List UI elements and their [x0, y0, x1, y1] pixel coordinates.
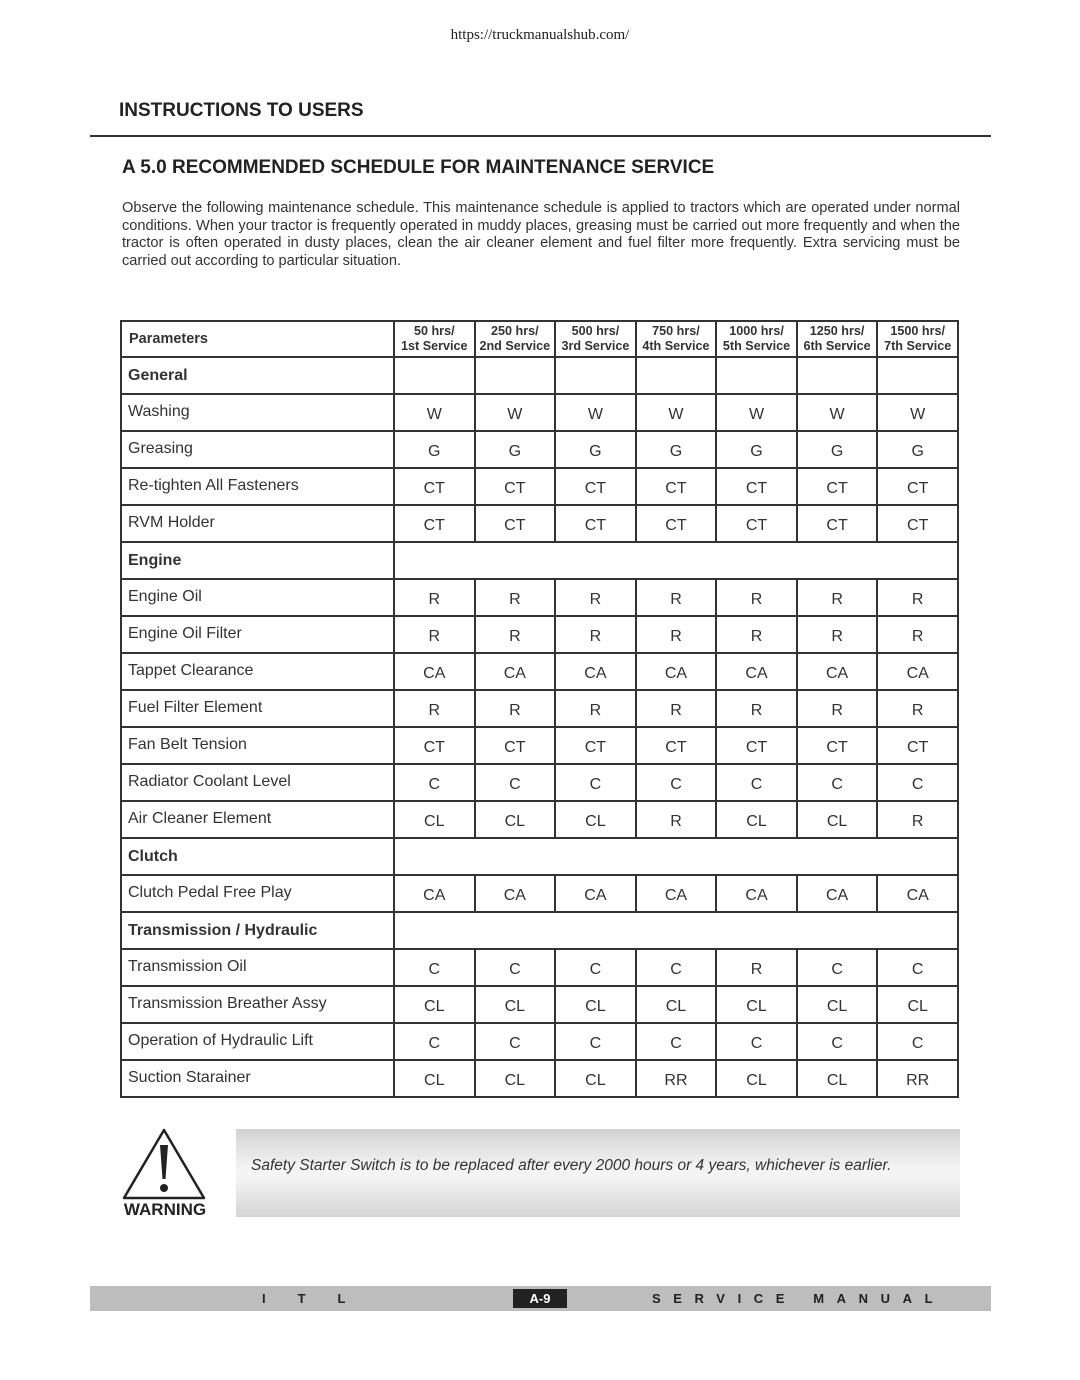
service-action-cell: C [797, 764, 878, 801]
service-action-cell: R [475, 690, 556, 727]
parameter-name: Re-tighten All Fasteners [121, 468, 394, 505]
service-action-cell: CT [877, 468, 958, 505]
warning-label: WARNING [123, 1200, 207, 1219]
table-row [121, 875, 958, 912]
group-name: Clutch [121, 838, 394, 875]
service-action-cell: CT [475, 468, 556, 505]
service-action-cell: CT [475, 505, 556, 542]
service-action-cell: CA [555, 653, 636, 690]
source-url: https://truckmanualshub.com/ [450, 27, 630, 43]
service-action-cell: CL [475, 801, 556, 838]
service-action-cell: CT [394, 468, 475, 505]
interval-hours: 1000 hrs/ [729, 324, 784, 338]
service-action-cell: R [636, 690, 717, 727]
table-row [121, 394, 958, 431]
service-action-cell: CA [716, 653, 797, 690]
service-action-cell: R [475, 616, 556, 653]
interval-service: 2nd Service [479, 339, 551, 353]
group-name: Transmission / Hydraulic [121, 912, 394, 949]
empty-cell [394, 357, 475, 394]
service-action-cell: CT [475, 727, 556, 764]
table-row [121, 1060, 958, 1097]
page-number: A-9 [513, 1289, 567, 1308]
service-action-cell: CA [797, 653, 878, 690]
footer-brand: ITL [262, 1291, 378, 1306]
service-action-cell: R [394, 690, 475, 727]
service-action-cell: CA [797, 875, 878, 912]
service-action-cell: CT [636, 505, 717, 542]
service-action-cell: G [797, 431, 878, 468]
service-action-cell: C [394, 1023, 475, 1060]
service-action-cell: C [475, 764, 556, 801]
service-action-cell: R [716, 579, 797, 616]
service-action-cell: CT [555, 505, 636, 542]
service-action-cell: W [555, 394, 636, 431]
service-action-cell: CT [636, 468, 717, 505]
service-action-cell: C [716, 1023, 797, 1060]
service-action-cell: CL [394, 1060, 475, 1097]
service-action-cell: CA [877, 875, 958, 912]
service-action-cell: CA [636, 653, 717, 690]
service-action-cell: W [797, 394, 878, 431]
service-action-cell: R [716, 690, 797, 727]
table-row [121, 505, 958, 542]
service-action-cell: W [716, 394, 797, 431]
parameter-name: Engine Oil Filter [121, 616, 394, 653]
service-action-cell: G [636, 431, 717, 468]
service-action-cell: R [716, 616, 797, 653]
service-interval-header [555, 321, 636, 357]
service-action-cell: CT [394, 505, 475, 542]
table-row [121, 986, 958, 1023]
service-action-cell: C [475, 1023, 556, 1060]
parameter-name: Clutch Pedal Free Play [121, 875, 394, 912]
empty-cell [877, 357, 958, 394]
service-interval-header [394, 321, 475, 357]
table-header-row [121, 321, 958, 357]
service-action-cell: C [877, 1023, 958, 1060]
service-action-cell: CA [636, 875, 717, 912]
service-action-cell: CT [716, 727, 797, 764]
service-action-cell: CL [716, 986, 797, 1023]
service-interval-header [475, 321, 556, 357]
service-action-cell: CL [394, 801, 475, 838]
service-action-cell: CT [716, 468, 797, 505]
parameter-name: Tappet Clearance [121, 653, 394, 690]
service-action-cell: C [394, 949, 475, 986]
interval-service: 5th Service [722, 339, 791, 353]
parameter-name: RVM Holder [121, 505, 394, 542]
group-name: General [121, 357, 394, 394]
intro-paragraph: Observe the following maintenance schedule. This maintenance schedule is applied to tractors which are operated under normal conditions. When your tractor is frequently operated in muddy places, greasing must be carried out more frequently and when the tractor is often operated in dusty places, clean the air cleaner element and fuel filter more frequently. Extra servicing must be carried out according to particular situation. [122, 200, 960, 269]
parameter-name: Transmission Oil [121, 949, 394, 986]
service-action-cell: C [877, 949, 958, 986]
service-action-cell: CA [394, 875, 475, 912]
service-action-cell: G [877, 431, 958, 468]
service-action-cell: R [555, 690, 636, 727]
parameter-name: Engine Oil [121, 579, 394, 616]
parameter-name: Operation of Hydraulic Lift [121, 1023, 394, 1060]
group-span-cell [394, 912, 958, 949]
table-body [121, 357, 958, 1097]
service-action-cell: C [716, 764, 797, 801]
service-action-cell: CT [797, 727, 878, 764]
service-action-cell: CL [555, 801, 636, 838]
service-action-cell: CT [797, 505, 878, 542]
service-action-cell: C [636, 764, 717, 801]
group-row [121, 912, 958, 949]
service-action-cell: G [475, 431, 556, 468]
service-action-cell: CA [877, 653, 958, 690]
warning-box [236, 1129, 960, 1217]
service-action-cell: CA [475, 875, 556, 912]
service-action-cell: R [716, 949, 797, 986]
service-action-cell: CT [555, 727, 636, 764]
table-row [121, 727, 958, 764]
parameter-name: Suction Starainer [121, 1060, 394, 1097]
service-action-cell: CA [475, 653, 556, 690]
service-action-cell: R [797, 690, 878, 727]
parameter-name: Air Cleaner Element [121, 801, 394, 838]
section-heading: INSTRUCTIONS TO USERS [119, 100, 364, 121]
service-action-cell: CL [797, 801, 878, 838]
service-action-cell: C [877, 764, 958, 801]
service-action-cell: CT [716, 505, 797, 542]
interval-service: 7th Service [884, 339, 952, 353]
interval-service: 6th Service [803, 339, 871, 353]
service-action-cell: CL [716, 801, 797, 838]
interval-hours: 1250 hrs/ [809, 324, 865, 338]
service-interval-header [877, 321, 958, 357]
table-row [121, 1023, 958, 1060]
warning-text: Safety Starter Switch is to be replaced after every 2000 hours or 4 years, whichever is earlier. [251, 1157, 892, 1174]
service-action-cell: W [877, 394, 958, 431]
service-action-cell: R [636, 579, 717, 616]
service-action-cell: CA [394, 653, 475, 690]
service-action-cell: RR [877, 1060, 958, 1097]
service-action-cell: R [797, 616, 878, 653]
service-action-cell: CT [797, 468, 878, 505]
service-action-cell: C [797, 949, 878, 986]
footer-manual-name: SERVICE MANUAL [652, 1291, 946, 1306]
group-row [121, 542, 958, 579]
empty-cell [475, 357, 556, 394]
service-action-cell: CT [555, 468, 636, 505]
service-action-cell: CL [797, 1060, 878, 1097]
service-action-cell: CL [475, 1060, 556, 1097]
service-action-cell: C [797, 1023, 878, 1060]
interval-hours: 250 hrs/ [491, 324, 539, 338]
service-action-cell: R [797, 579, 878, 616]
service-action-cell: W [636, 394, 717, 431]
service-action-cell: G [555, 431, 636, 468]
service-action-cell: R [555, 616, 636, 653]
parameter-name: Fan Belt Tension [121, 727, 394, 764]
group-row [121, 357, 958, 394]
service-action-cell: CL [877, 986, 958, 1023]
service-action-cell: CT [394, 727, 475, 764]
service-action-cell: W [394, 394, 475, 431]
service-action-cell: C [636, 1023, 717, 1060]
service-action-cell: CA [716, 875, 797, 912]
table-row [121, 690, 958, 727]
parameter-name: Transmission Breather Assy [121, 986, 394, 1023]
service-action-cell: W [475, 394, 556, 431]
service-action-cell: CT [877, 505, 958, 542]
group-span-cell [394, 542, 958, 579]
parameter-name: Fuel Filter Element [121, 690, 394, 727]
empty-cell [716, 357, 797, 394]
service-action-cell: R [877, 616, 958, 653]
service-action-cell: CT [636, 727, 717, 764]
empty-cell [555, 357, 636, 394]
service-action-cell: CL [475, 986, 556, 1023]
service-action-cell: R [394, 579, 475, 616]
service-action-cell: CA [555, 875, 636, 912]
interval-hours: 750 hrs/ [652, 324, 700, 338]
parameter-name: Greasing [121, 431, 394, 468]
table-row [121, 653, 958, 690]
service-action-cell: R [394, 616, 475, 653]
service-action-cell: C [475, 949, 556, 986]
service-interval-header [636, 321, 717, 357]
service-action-cell: CL [555, 986, 636, 1023]
group-row [121, 838, 958, 875]
parameter-name: Washing [121, 394, 394, 431]
service-action-cell: CL [716, 1060, 797, 1097]
group-name: Engine [121, 542, 394, 579]
heading-divider [90, 135, 991, 137]
table-row [121, 579, 958, 616]
service-action-cell: C [636, 949, 717, 986]
page-title: A 5.0 RECOMMENDED SCHEDULE FOR MAINTENANCE SERVICE [122, 157, 715, 178]
service-interval-header [797, 321, 878, 357]
interval-service: 3rd Service [561, 339, 630, 353]
page-footer [90, 1286, 991, 1311]
group-span-cell [394, 838, 958, 875]
service-action-cell: CL [394, 986, 475, 1023]
service-action-cell: R [877, 579, 958, 616]
service-action-cell: R [636, 616, 717, 653]
table-row [121, 616, 958, 653]
table-row [121, 431, 958, 468]
service-interval-header [716, 321, 797, 357]
maintenance-schedule-table [120, 320, 959, 1098]
service-action-cell: C [555, 949, 636, 986]
parameters-header: Parameters [121, 321, 394, 357]
service-action-cell: R [877, 690, 958, 727]
table-row [121, 801, 958, 838]
service-action-cell: R [877, 801, 958, 838]
table-row [121, 949, 958, 986]
interval-service: 1st Service [401, 339, 468, 353]
service-action-cell: R [636, 801, 717, 838]
parameter-name: Radiator Coolant Level [121, 764, 394, 801]
service-action-cell: C [394, 764, 475, 801]
interval-hours: 500 hrs/ [571, 324, 620, 338]
service-action-cell: CL [555, 1060, 636, 1097]
service-action-cell: C [555, 764, 636, 801]
service-action-cell: CL [636, 986, 717, 1023]
service-action-cell: R [475, 579, 556, 616]
service-action-cell: CT [877, 727, 958, 764]
interval-hours: 50 hrs/ [413, 324, 455, 338]
table-row [121, 468, 958, 505]
warning-triangle-icon [121, 1127, 207, 1201]
interval-hours: 1500 hrs/ [890, 324, 945, 338]
service-action-cell: CL [797, 986, 878, 1023]
service-action-cell: RR [636, 1060, 717, 1097]
table-row [121, 764, 958, 801]
empty-cell [636, 357, 717, 394]
service-action-cell: C [555, 1023, 636, 1060]
service-action-cell: G [394, 431, 475, 468]
empty-cell [797, 357, 878, 394]
service-action-cell: G [716, 431, 797, 468]
interval-service: 4th Service [642, 339, 710, 353]
service-action-cell: R [555, 579, 636, 616]
